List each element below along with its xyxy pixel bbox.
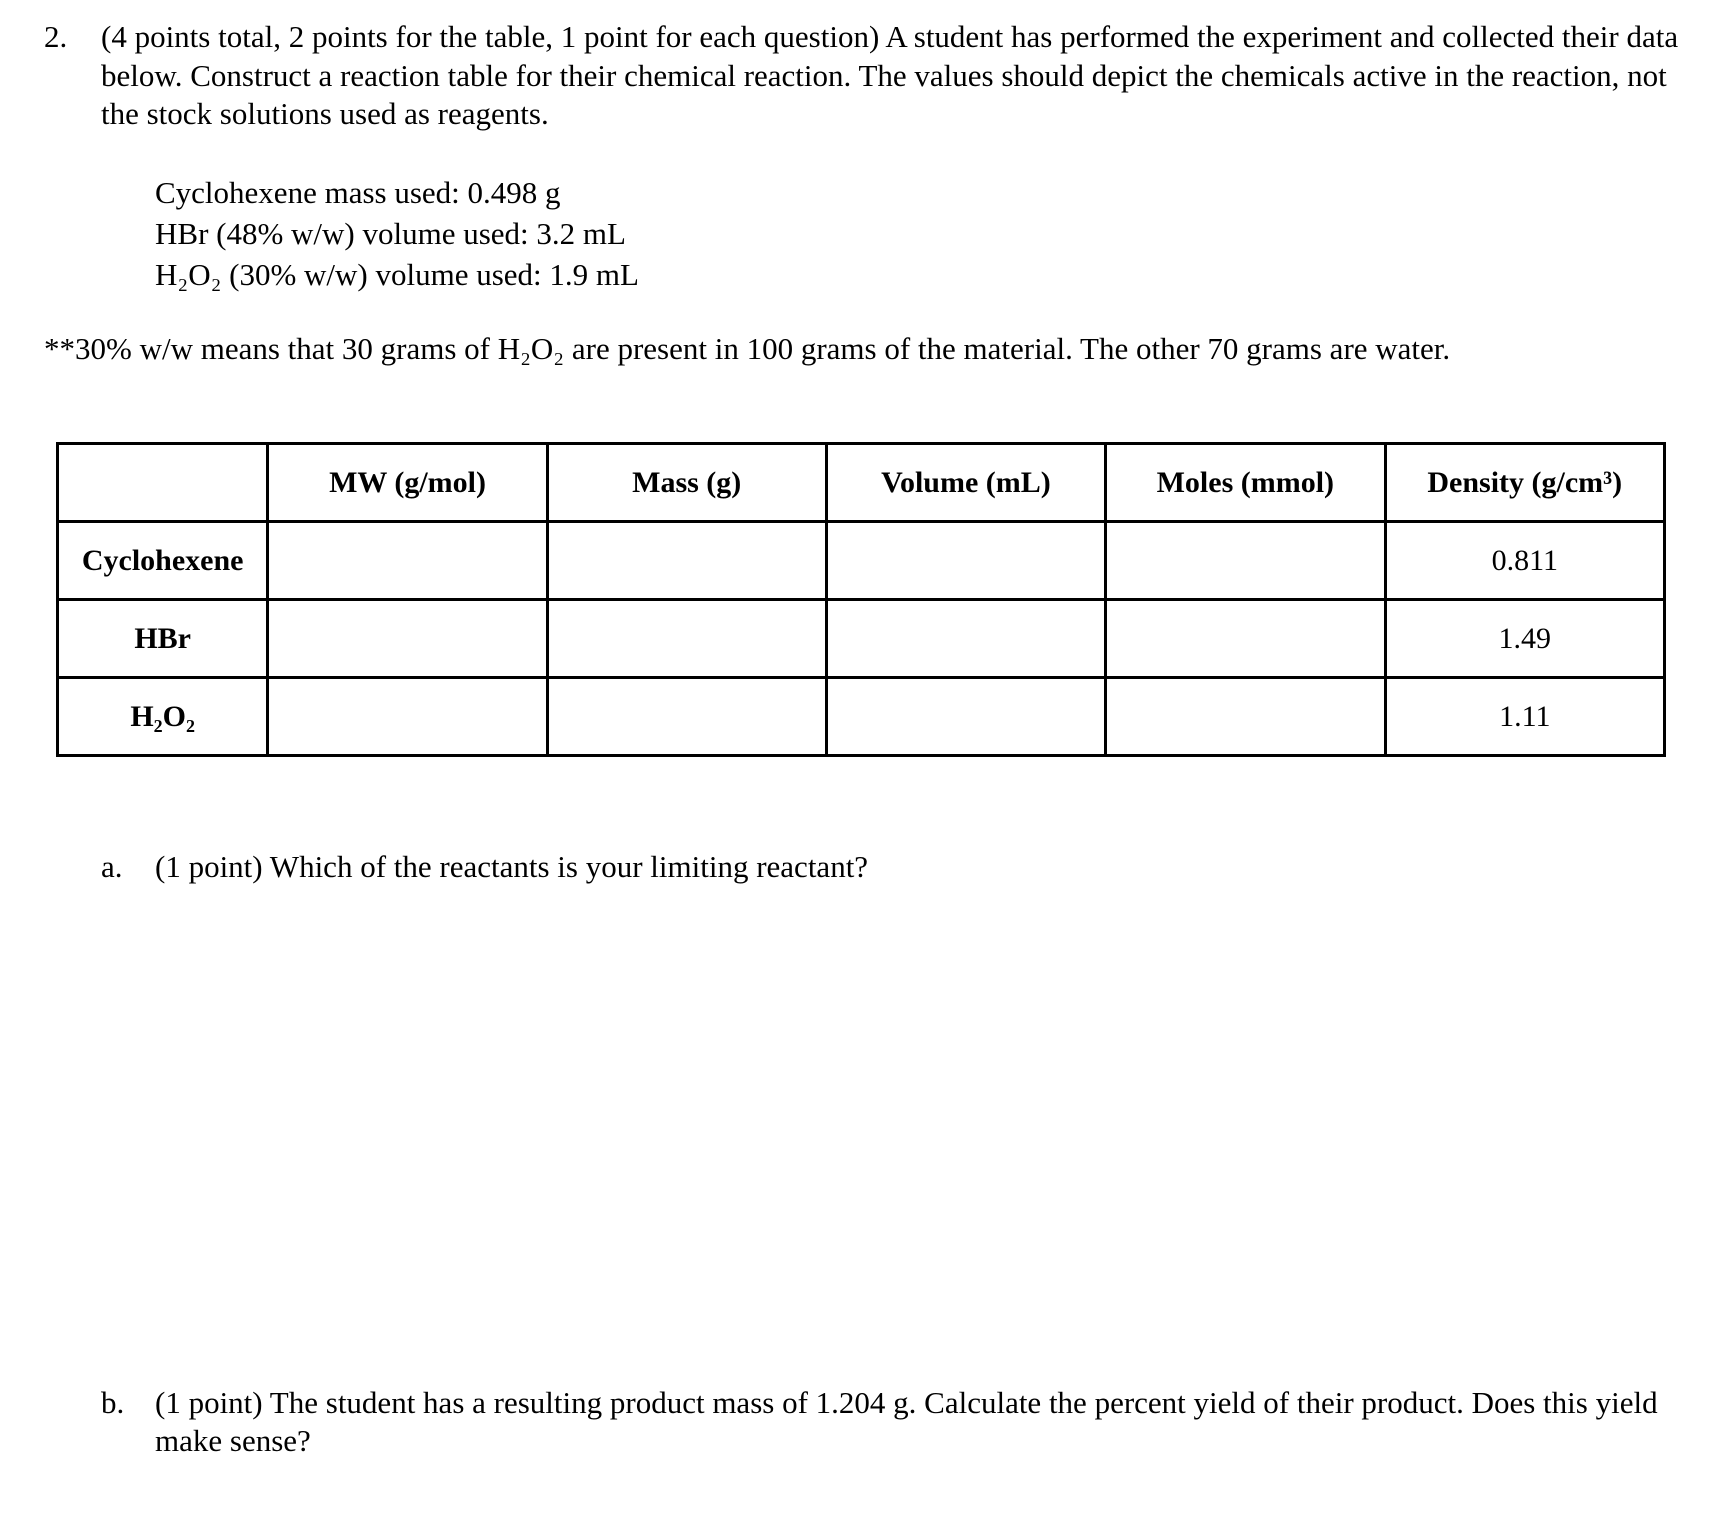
data-line-h2o2: H₂O₂ (30% w/w) volume used: 1.9 mL <box>155 257 639 292</box>
cell-cyclohexene-volume[interactable] <box>826 522 1105 600</box>
reaction-table <box>56 442 1666 757</box>
header-density: Density (g/cm³) <box>1385 444 1664 522</box>
header-mw: MW (g/mol) <box>268 444 547 522</box>
cell-hbr-mass[interactable] <box>547 600 826 678</box>
cell-h2o2-mass[interactable] <box>547 678 826 756</box>
header-volume: Volume (mL) <box>826 444 1105 522</box>
question-prompt: (4 points total, 2 points for the table, 1 point for each question) A student has performed the experiment and collected their data below. Construct a reaction table for their chemical reaction. The values should depict the chemicals active in the reaction, not the stock solutions used as reagents. <box>101 19 1679 131</box>
row-label-hbr: HBr <box>58 600 268 678</box>
data-line-hbr: HBr (48% w/w) volume used: 3.2 mL <box>155 216 626 251</box>
subquestion-b-letter: b. <box>101 1385 125 1420</box>
cell-cyclohexene-mass[interactable] <box>547 522 826 600</box>
subquestion-a-text: (1 point) Which of the reactants is your limiting reactant? <box>155 849 869 884</box>
cell-hbr-mw[interactable] <box>268 600 547 678</box>
subquestion-b-text: (1 point) The student has a resulting product mass of 1.204 g. Calculate the percent yield of their product. Does this yield make sense? <box>155 1385 1658 1458</box>
header-moles: Moles (mmol) <box>1106 444 1385 522</box>
cell-hbr-density: 1.49 <box>1385 600 1664 678</box>
cell-cyclohexene-moles[interactable] <box>1106 522 1385 600</box>
cell-hbr-volume[interactable] <box>826 600 1105 678</box>
concentration-note: **30% w/w means that 30 grams of H₂O₂ are present in 100 grams of the material. The other 70 grams are water. <box>44 331 1451 366</box>
cell-cyclohexene-mw[interactable] <box>268 522 547 600</box>
table-row-cyclohexene <box>58 522 1665 600</box>
header-mass: Mass (g) <box>547 444 826 522</box>
header-blank <box>58 444 268 522</box>
table-header-row <box>58 444 1665 522</box>
cell-h2o2-volume[interactable] <box>826 678 1105 756</box>
cell-cyclohexene-density: 0.811 <box>1385 522 1664 600</box>
row-label-h2o2: H₂O₂ <box>58 678 268 756</box>
row-label-cyclohexene: Cyclohexene <box>58 522 268 600</box>
experiment-data-list <box>155 172 639 295</box>
cell-h2o2-mw[interactable] <box>268 678 547 756</box>
table-row-h2o2 <box>58 678 1665 756</box>
table-row-hbr <box>58 600 1665 678</box>
data-line-cyclohexene: Cyclohexene mass used: 0.498 g <box>155 175 561 210</box>
cell-hbr-moles[interactable] <box>1106 600 1385 678</box>
subquestion-a-letter: a. <box>101 849 123 884</box>
cell-h2o2-density: 1.11 <box>1385 678 1664 756</box>
cell-h2o2-moles[interactable] <box>1106 678 1385 756</box>
question-number: 2. <box>44 19 68 54</box>
